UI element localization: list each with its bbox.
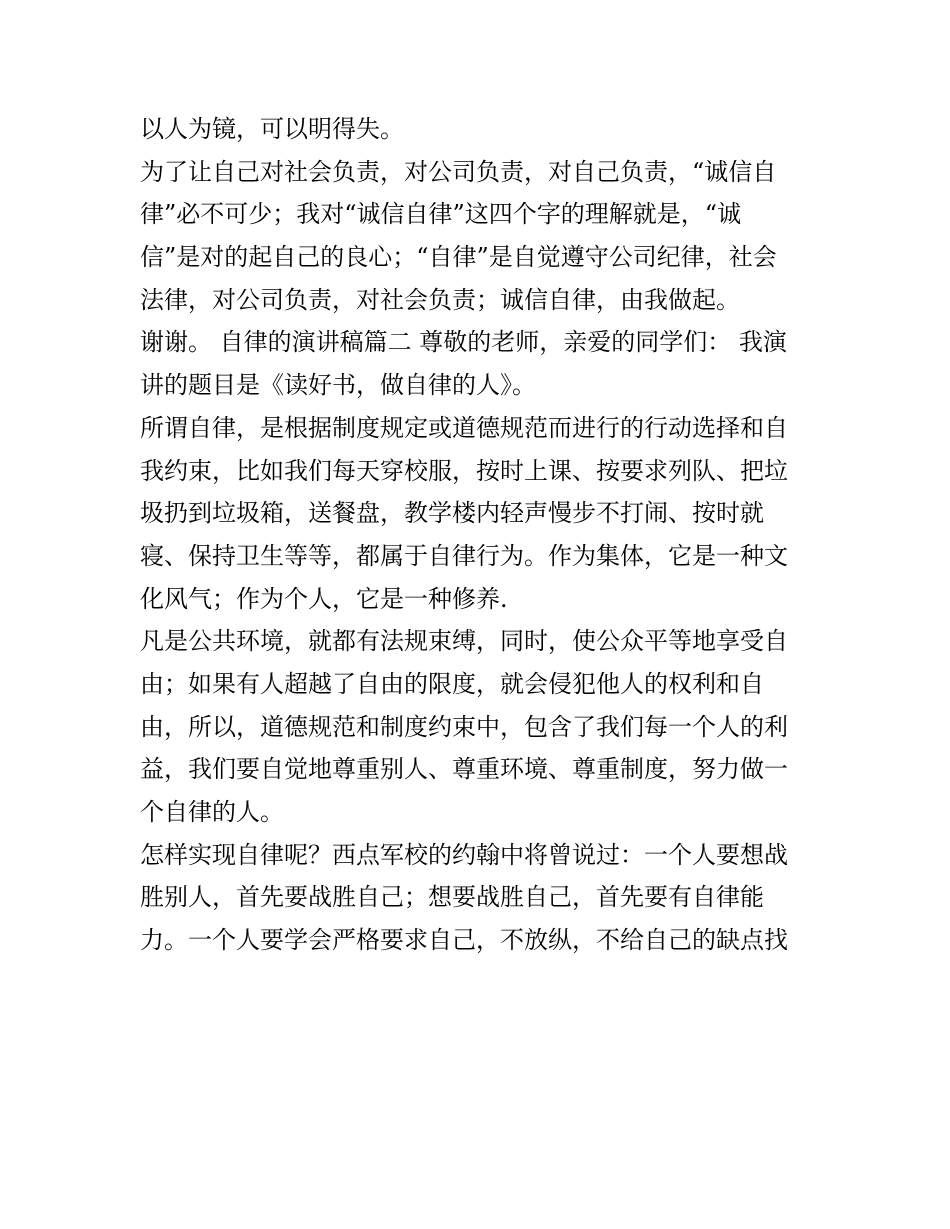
text-line: 寝、保持卫生等等，都属于自律行为。作为集体，它是一种文 xyxy=(140,541,788,570)
text-line: 以人为镜，可以明得失。 xyxy=(140,115,404,143)
text-line: 由，所以，道德规范和制度约束中，包含了我们每一个人的利 xyxy=(140,712,788,741)
text-line: 凡是公共环境，就都有法规束缚，同时，使公众平等地享受自 xyxy=(140,627,788,656)
text-line: 律”必不可少；我对“诚信自律”这四个字的理解就是，“诚 xyxy=(140,200,742,229)
text-line: 讲的题目是《读好书，做自律的人》。 xyxy=(140,371,536,400)
text-line: 圾扔到垃圾箱，送餐盘，教学楼内轻声慢步不打闹、按时就 xyxy=(140,499,764,528)
text-line: 我约束，比如我们每天穿校服，按时上课、按要求列队、把垃 xyxy=(140,456,788,485)
text-line: 所谓自律，是根据制度规定或道德规范而进行的行动选择和自 xyxy=(140,413,788,442)
text-line: 个自律的人。 xyxy=(140,798,284,826)
text-line: 法律，对公司负责，对社会负责；诚信自律，由我做起。 xyxy=(140,285,740,314)
text-line: 由；如果有人超越了自由的限度，就会侵犯他人的权利和自 xyxy=(140,669,764,698)
text-line: 为了让自己对社会负责，对公司负责，对自己负责，“诚信自 xyxy=(140,157,777,186)
text-line: 益，我们要自觉地尊重别人、尊重环境、尊重制度，努力做一 xyxy=(140,755,788,784)
text-line: 怎样实现自律呢？西点军校的约翰中将曾说过：一个人要想战 xyxy=(140,840,788,869)
text-line: 谢谢。 自律的演讲稿篇二 尊敬的老师，亲爱的同学们： 我演 xyxy=(140,328,787,357)
text-line: 化风气；作为个人，它是一种修养. xyxy=(140,584,508,613)
document-body xyxy=(140,108,820,962)
text-line: 力。一个人要学会严格要求自己，不放纵，不给自己的缺点找 xyxy=(140,926,788,955)
text-line: 胜别人，首先要战胜自己；想要战胜自己，首先要有自律能 xyxy=(140,883,764,912)
text-line: 信”是对的起自己的良心；“自律”是自觉遵守公司纪律，社会 xyxy=(140,243,777,272)
